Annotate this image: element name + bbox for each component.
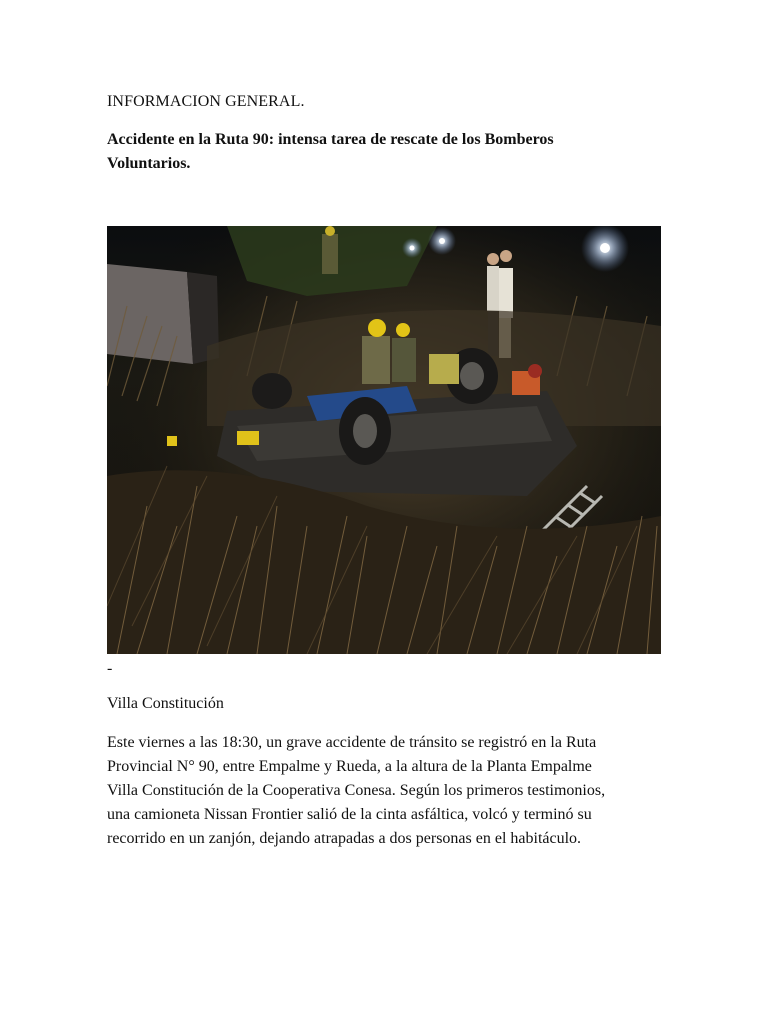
separator-mark: - bbox=[107, 660, 113, 677]
dateline: Villa Constitución bbox=[107, 695, 224, 712]
accident-photo-illustration bbox=[107, 226, 661, 654]
headline-line: Accidente en la Ruta 90: intensa tarea de rescate de los Bomberos bbox=[107, 131, 554, 148]
accident-photo bbox=[107, 226, 661, 654]
article-body bbox=[107, 731, 667, 851]
section-label: INFORMACION GENERAL. bbox=[107, 93, 305, 110]
body-line: una camioneta Nissan Frontier salió de la cinta asfáltica, volcó y terminó su bbox=[107, 806, 592, 823]
headline bbox=[107, 128, 667, 176]
body-line: recorrido en un zanjón, dejando atrapadas a dos personas en el habitáculo. bbox=[107, 830, 582, 847]
body-line: Este viernes a las 18:30, un grave accidente de tránsito se registró en la Ruta bbox=[107, 734, 597, 751]
body-line: Villa Constitución de la Cooperativa Conesa. Según los primeros testimonios, bbox=[107, 782, 606, 799]
body-line: Provincial N° 90, entre Empalme y Rueda, a la altura de la Planta Empalme bbox=[107, 758, 592, 775]
headline-line: Voluntarios. bbox=[107, 155, 191, 172]
